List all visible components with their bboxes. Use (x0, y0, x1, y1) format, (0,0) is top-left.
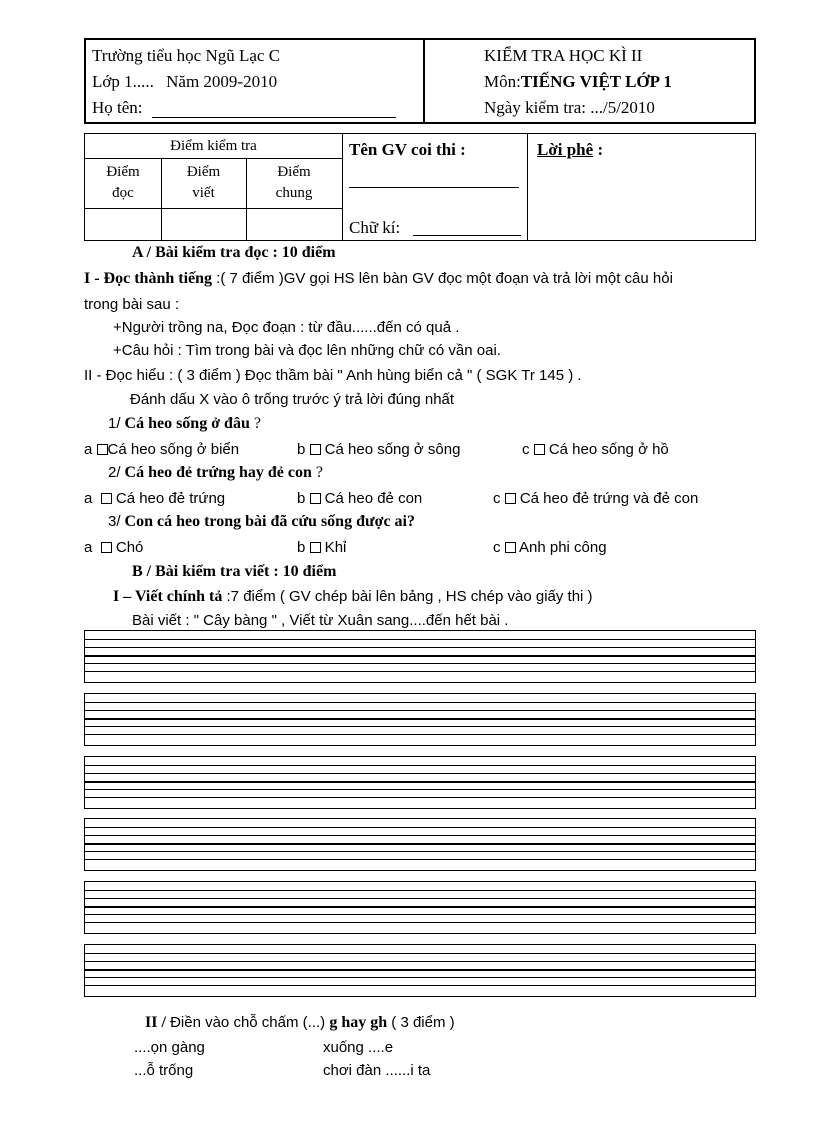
rule-line (85, 639, 755, 640)
rule-line (85, 663, 755, 664)
q1-option-b (297, 441, 460, 458)
writing-lines-block-4[interactable] (84, 818, 756, 871)
question-3 (108, 513, 415, 531)
section-a-title: A / Bài kiểm tra đọc : 10 điểm (132, 244, 336, 261)
q2-option-b-letter: b (297, 490, 306, 507)
question-2-text: Cá heo đẻ trứng hay đẻ con (120, 464, 312, 481)
rule-line (85, 898, 755, 899)
header-box (84, 38, 756, 124)
total-score-cell[interactable] (247, 209, 341, 239)
writing-lines-block-3[interactable] (84, 756, 756, 809)
rule-line (85, 977, 755, 978)
rule-line (85, 734, 755, 735)
question-2 (108, 464, 323, 482)
comment-label (537, 140, 603, 160)
rule-line (85, 922, 755, 923)
dictation-subtitle: Bài viết : " Cây bàng " , Viết từ Xuân sang....đến hết bài . (132, 612, 509, 629)
q1-option-a-text: Cá heo sống ở biển (107, 441, 240, 458)
rule-line (85, 890, 755, 891)
question-2-number: 2/ (108, 464, 121, 481)
writing-lines-block-1[interactable] (84, 630, 756, 683)
writing-lines-block-5[interactable] (84, 881, 756, 934)
dictation-text: :7 điểm ( GV chép bài lên bảng , HS chép vào giấy thi ) (222, 588, 593, 605)
q3-a-checkbox[interactable] (101, 542, 112, 553)
name-field[interactable] (152, 117, 396, 118)
rule-line (85, 710, 755, 711)
question-3-text: Con cá heo trong bài đã cứu sống được ai? (120, 513, 415, 530)
rule-line (85, 726, 755, 727)
reading-item-1: +Người trồng na, Đọc đoạn : từ đầu......đến có quả . (113, 319, 460, 336)
fill-item-4[interactable]: chơi đàn ......i ta (323, 1062, 431, 1079)
part2-text: II - Đọc hiểu : ( 3 điểm ) Đọc thầm bài " Anh hùng biển cả " ( SGK Tr 145 ) . (84, 367, 582, 384)
question-1-mark: ? (249, 415, 261, 432)
comment-colon: : (593, 140, 604, 159)
reading-score-header (85, 162, 161, 204)
subject-line (484, 72, 672, 92)
fill-in-instruction (145, 1014, 455, 1032)
name-label: Họ tên: (92, 98, 143, 117)
q2-option-b-text: Cá heo đẻ con (320, 490, 423, 507)
total-score-label: chung (275, 185, 313, 201)
total-score-label: Điểm (277, 164, 311, 180)
q3-b-checkbox[interactable] (310, 542, 321, 553)
part1-line (84, 270, 673, 288)
section-b-title: B / Bài kiểm tra viết : 10 điểm (132, 563, 337, 580)
signature-field[interactable] (413, 235, 521, 236)
subject-name: TIẾNG VIỆT LỚP 1 (520, 72, 672, 91)
question-1-text: Cá heo sống ở đâu (120, 415, 250, 432)
header-divider (423, 40, 425, 122)
q3-option-b-letter: b (297, 539, 306, 556)
table-divider (85, 158, 342, 159)
q1-option-c (522, 441, 669, 458)
q2-a-checkbox[interactable] (101, 493, 112, 504)
question-3-number: 3/ (108, 513, 121, 530)
writing-score-label: viết (192, 185, 215, 201)
q2-option-a (84, 490, 225, 507)
q1-b-checkbox[interactable] (310, 444, 321, 455)
writing-score-header (161, 162, 246, 204)
q1-option-a-letter: a (84, 441, 93, 458)
rule-line (85, 718, 755, 720)
reading-score-cell[interactable] (86, 209, 160, 239)
rule-line (85, 859, 755, 860)
writing-lines-block-2[interactable] (84, 693, 756, 746)
question-2-mark: ? (311, 464, 324, 481)
rule-line (85, 765, 755, 766)
rule-line (85, 969, 755, 971)
rule-line (85, 647, 755, 648)
signature-label: Chữ kí: (349, 218, 401, 237)
question-1 (108, 415, 261, 433)
school-name: Trường tiểu học Ngũ Lạc C (92, 46, 281, 65)
rule-line (85, 843, 755, 845)
reading-score-label: đọc (112, 185, 134, 201)
exam-title: KIỂM TRA HỌC KÌ II (484, 46, 643, 65)
rule-line (85, 914, 755, 915)
instruction-text: Đánh dấu X vào ô trống trước ý trả lời đúng nhất (130, 391, 455, 408)
question-1-number: 1/ (108, 415, 121, 432)
q3-option-c-letter: c (493, 539, 501, 556)
rule-line (85, 702, 755, 703)
q2-option-c-text: Cá heo đẻ trứng và đẻ con (515, 490, 699, 507)
exam-date: Ngày kiểm tra: .../5/2010 (484, 98, 655, 117)
fill-in-bold: g hay gh (329, 1014, 388, 1031)
fill-item-2[interactable]: xuống ....e (323, 1039, 394, 1056)
q3-c-checkbox[interactable] (505, 542, 516, 553)
rule-line (85, 961, 755, 962)
subject-prefix: Môn: (484, 72, 521, 91)
q2-option-c-letter: c (493, 490, 501, 507)
q1-option-b-letter: b (297, 441, 306, 458)
table-divider (527, 134, 528, 240)
rule-line (85, 781, 755, 783)
comment-field[interactable] (529, 164, 755, 238)
proctor-label: Tên GV coi thi : (349, 140, 466, 159)
fill-in-text: Điền vào chỗ chấm (...) (165, 1014, 330, 1031)
rule-line (85, 671, 755, 672)
q2-option-a-letter: a (84, 490, 93, 507)
fill-in-number: II / (145, 1014, 166, 1031)
q3-option-c-text: Anh phi công (515, 539, 607, 556)
q3-option-b-text: Khỉ (320, 539, 347, 556)
q1-option-c-text: Cá heo sống ở hồ (544, 441, 669, 458)
q1-option-a (84, 441, 239, 458)
proctor-name-field[interactable] (349, 187, 519, 188)
year-text: Năm 2009-2010 (166, 72, 278, 91)
rule-line (85, 789, 755, 790)
q1-c-checkbox[interactable] (534, 444, 545, 455)
rule-line (85, 851, 755, 852)
q2-c-checkbox[interactable] (505, 493, 516, 504)
fill-item-3[interactable]: ...ỗ trống (134, 1062, 194, 1079)
rule-line (85, 953, 755, 954)
comment-label-text: Lời phê (537, 140, 594, 159)
rule-line (85, 797, 755, 798)
dictation-title: I – Viết chính tả (113, 588, 223, 605)
q2-b-checkbox[interactable] (310, 493, 321, 504)
q2-option-c (493, 490, 698, 507)
class-label (92, 72, 277, 92)
part1-text-cont: trong bài sau : (84, 296, 180, 313)
reading-item-2: +Câu hỏi : Tìm trong bài và đọc lên những chữ có vần oai. (113, 342, 501, 359)
writing-lines-block-6[interactable] (84, 944, 756, 997)
q3-option-b (297, 539, 346, 556)
rule-line (85, 985, 755, 986)
q1-option-b-text: Cá heo sống ở sông (320, 441, 461, 458)
score-title: Điểm kiểm tra (170, 138, 257, 154)
rule-line (85, 655, 755, 657)
total-score-header (246, 162, 342, 204)
rule-line (85, 906, 755, 908)
part1-text: :( 7 điểm )GV gọi HS lên bàn GV đọc một đoạn và trả lời một câu hỏi (212, 270, 673, 287)
q3-option-a-letter: a (84, 539, 93, 556)
q3-option-a-text: Chó (111, 539, 144, 556)
reading-score-label: Điểm (106, 164, 140, 180)
rule-line (85, 773, 755, 774)
part1-title: I - Đọc thành tiếng (84, 270, 213, 287)
rule-line (85, 827, 755, 828)
fill-in-points: ( 3 điểm ) (387, 1014, 455, 1031)
fill-item-1[interactable]: ....ọn gàng (134, 1039, 205, 1056)
writing-score-label: Điểm (186, 164, 221, 180)
q2-option-b (297, 490, 422, 507)
score-table (84, 133, 756, 241)
class-text: Lớp 1..... (92, 72, 154, 91)
q3-option-a (84, 539, 143, 556)
table-divider (342, 134, 343, 240)
q1-option-c-letter: c (522, 441, 530, 458)
rule-line (85, 835, 755, 836)
dictation-line (113, 588, 593, 606)
writing-score-cell[interactable] (162, 209, 245, 239)
q2-option-a-text: Cá heo đẻ trứng (111, 490, 226, 507)
q3-option-c (493, 539, 607, 556)
q1-a-checkbox[interactable] (97, 444, 108, 455)
